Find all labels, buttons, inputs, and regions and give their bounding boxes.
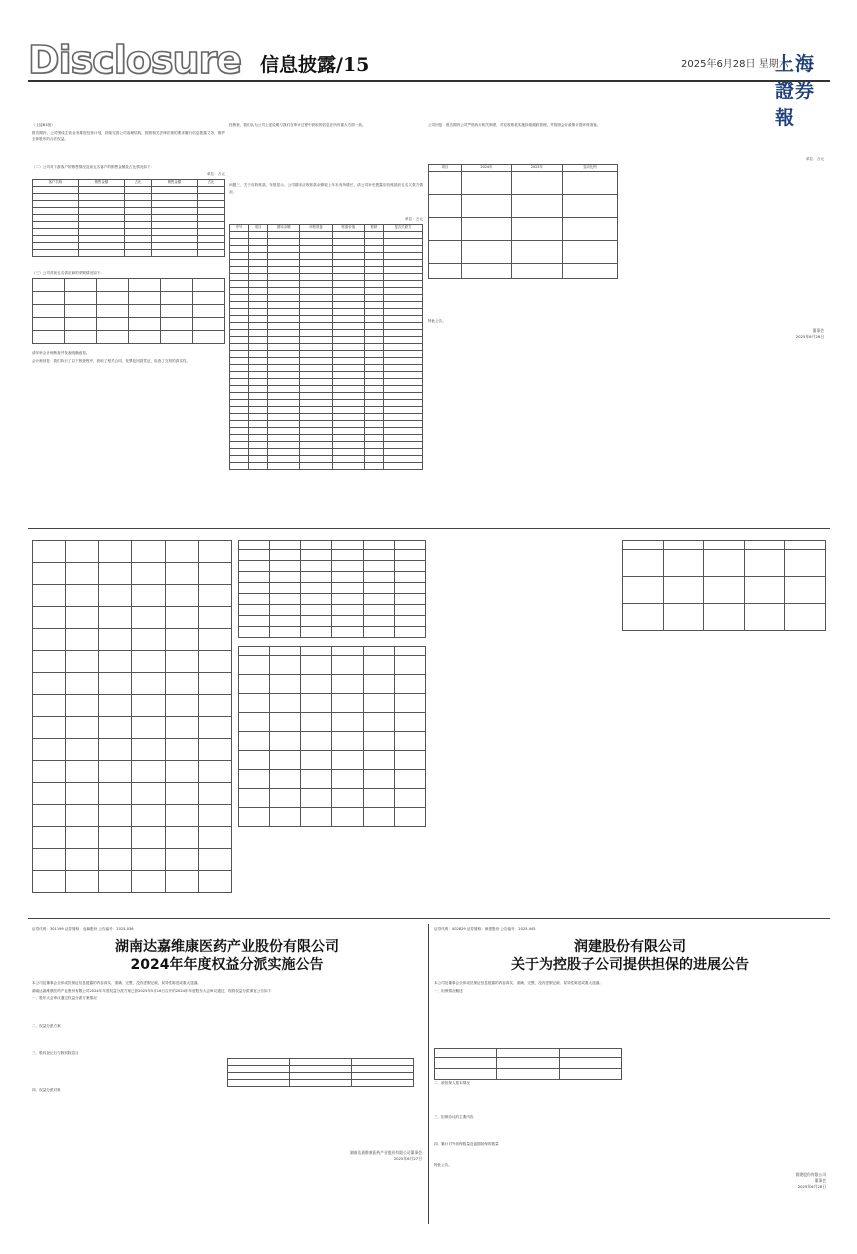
top-center-column (229, 122, 423, 520)
signature-block (434, 1172, 826, 1190)
table-header-cell: 序号 (230, 224, 249, 231)
table-header-cell: 销售金额 (151, 179, 197, 186)
notice-text: 本公司及董事会全体成员保证信息披露的内容真实、准确、完整，没有虚假记载、误导性陈述或重大遗漏。 (32, 981, 201, 985)
paragraph: （三）公司对前五名供应商的采购情况如下： (32, 270, 104, 275)
signer: 润建股份有限公司 (795, 1171, 826, 1177)
sign-date: 2025年6月28日 (797, 1183, 826, 1189)
paragraph: 问题三、关于应收账款。年报显示，公司期末应收账款余额较上年末有所增长，请公司补充披露应收账款前五名欠款方情况。 (229, 183, 423, 194)
section-heading: 四、累计对外担保数量及逾期担保的数量 (434, 1142, 499, 1147)
closing-text: 特此公告。 (428, 319, 446, 324)
sign-date: 2025年6月28日 (795, 333, 824, 339)
top-left-column (32, 122, 225, 520)
paragraph: 报告期内，公司围绕主营业务推进经营计划，持续完善公司治理结构，按照相关法律法规的要求履行信息披露义务，维护全体股东的合法权益。 (32, 130, 225, 142)
section-title: 信息披露/15 (260, 54, 370, 76)
announcement-title: 关于为控股子公司提供担保的进展公告 (511, 957, 749, 973)
notice-text: 本公司及董事会全体成员保证信息披露的内容真实、准确、完整，没有虚假记载、误导性陈述或重大遗漏。 (434, 981, 603, 985)
receivables-table (229, 224, 423, 470)
sign-date: 2025年6月27日 (393, 1155, 422, 1161)
table-row (230, 224, 423, 231)
table-header-cell: 销售金额 (78, 179, 124, 186)
paragraph: 会计师回复：我们执行了以下核查程序，获取了相关合同、发票及回款凭证，检查了交易的真实性。 (32, 358, 191, 363)
section-heading: 一、股东大会审议通过权益分派方案情况 (32, 996, 97, 1001)
horizontal-divider (28, 528, 830, 529)
table-row (429, 164, 618, 171)
top-right-column (428, 122, 824, 520)
table-header-cell: 期末余额 (268, 224, 300, 231)
paragraph: 请年审会计师核查并发表明确意见。 (32, 351, 90, 356)
section-heading: 二、权益分派方案 (32, 1023, 61, 1028)
signature-block (428, 328, 824, 340)
table-header-cell: 客户名称 (33, 179, 79, 186)
table-header-cell: 2023年 (512, 164, 562, 171)
table-header-cell: 占比 (197, 179, 224, 186)
middle-text-column (430, 540, 616, 912)
section-heading: 一、担保情况概述 (434, 988, 463, 993)
paragraph: 公司回复：报告期内公司严格执行相关制度，对应收账款实施持续跟踪管理，并按照会计政策计提坏账准备。 (428, 123, 601, 127)
middle-right-block (622, 540, 826, 912)
dividend-announcement (32, 926, 422, 1224)
paragraph: （二）公司对下游客户的销售情况及前五名客户的销售金额及占比情况如下： (32, 164, 155, 169)
unit-label: 单位：万元 (806, 156, 824, 161)
section-heading: 二、被担保人基本情况 (434, 1080, 470, 1085)
guarantee-announcement (434, 926, 826, 1224)
table-header-cell: 2024年 (461, 164, 511, 171)
issue-date: 2025年6月28日 星期六 (681, 59, 789, 70)
announcement-company: 湖南达嘉维康医药产业股份有限公司 (115, 939, 339, 955)
lead-text: （上接B1版） (32, 123, 55, 127)
table-header-cell: 坏账准备 (300, 224, 332, 231)
table-header-cell: 占比 (124, 179, 151, 186)
signature-block (32, 1150, 422, 1162)
table-header-cell: 变动比例 (562, 164, 618, 171)
data-table (238, 646, 426, 827)
data-table (32, 540, 232, 893)
comparison-table (428, 164, 618, 279)
signer: 湖南达嘉维康医药产业股份有限公司董事会 (349, 1149, 422, 1155)
announcement-company: 润建股份有限公司 (574, 939, 686, 955)
table-header-cell: 项目 (249, 224, 268, 231)
data-table (238, 540, 426, 638)
table-header-cell: 是否关联方 (384, 224, 423, 231)
data-table (622, 540, 826, 631)
vertical-divider (428, 924, 429, 1224)
table-header-cell: 账龄 (364, 224, 383, 231)
disclosure-logo: Disclosure (28, 38, 242, 82)
table-header-cell: 账面价值 (332, 224, 364, 231)
announcement-meta: 证券代码：002829 证券简称：润建股份 公告编号：2025-045 (434, 927, 536, 931)
paper-name: 上海證券報 (775, 53, 816, 129)
middle-left-table-block (32, 540, 232, 912)
record-date-table (227, 1058, 414, 1087)
customer-table (32, 179, 225, 257)
table-row (33, 179, 225, 186)
announcement-title: 2024年年度权益分派实施公告 (130, 957, 324, 973)
guarantee-table (434, 1048, 622, 1080)
unit-label: 单位：万元 (207, 172, 225, 177)
supplier-table (32, 278, 225, 344)
section-heading: 四、权益分派对象 (32, 1087, 61, 1092)
closing-text: 特此公告。 (434, 1163, 452, 1168)
unit-label: 单位：万元 (405, 217, 423, 222)
section-heading: 三、股权登记日与除权除息日 (32, 1050, 79, 1055)
signer-board: 董事会 (814, 1177, 826, 1183)
announcement-meta: 证券代码：301199 证券简称：迈赫股份 公告编号：2025-036 (32, 927, 134, 931)
section-heading: 三、担保协议的主要内容 (434, 1114, 474, 1119)
table-header-cell: 项目 (429, 164, 462, 171)
paragraph: 湖南达嘉维康医药产业股份有限公司2024年年度权益分派方案已获2025年5月16日召开的2024年年度股东大会审议通过，现将权益分派事宜公告如下： (32, 988, 275, 993)
signer: 董事会 (812, 327, 824, 333)
paragraph: 经核查，我们认为公司上述说明与我们在审计过程中获取的信息在所有重大方面一致。 (229, 123, 366, 127)
middle-center-table-block (238, 540, 426, 912)
horizontal-divider (28, 918, 830, 919)
